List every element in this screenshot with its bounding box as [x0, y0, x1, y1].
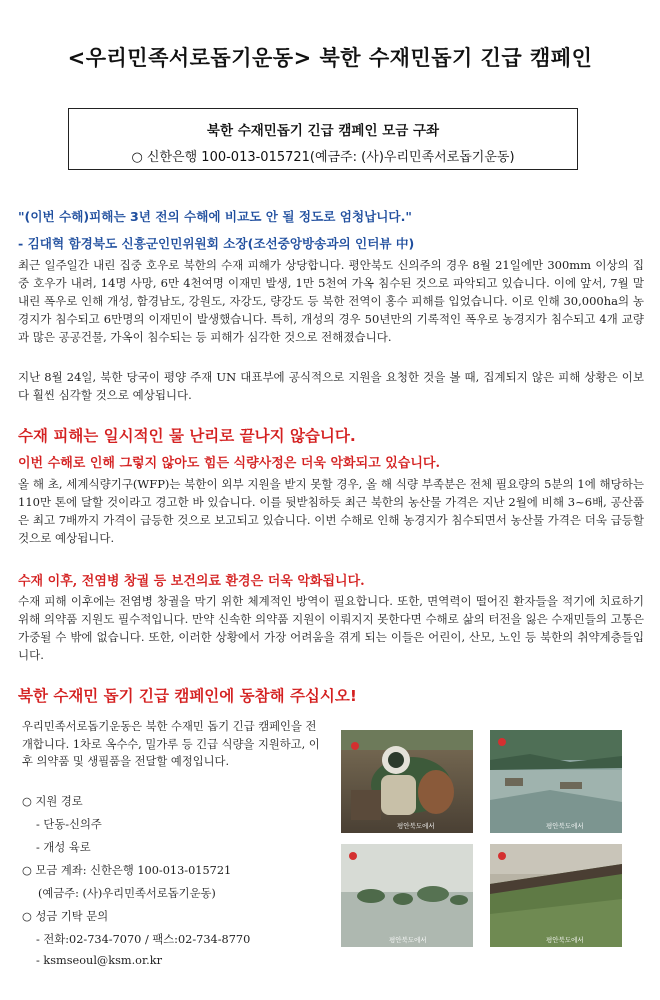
- account-box-line: ○ 신한은행 100-013-015721(예금주: (사)우리민족서로돕기운동): [131, 150, 515, 165]
- flood-photo-river-town: [490, 730, 622, 833]
- section-heading-join-campaign: 북한 수재민 돕기 긴급 캠페인에 동참해 주십시오!: [18, 687, 357, 705]
- list-email: - ksmseoul@ksm.or.kr: [36, 954, 162, 967]
- list-phone-fax: - 전화:02-734-7070 / 팩스:02-734-8770: [36, 933, 251, 946]
- campaign-intro: 우리민족서로돕기운동은 북한 수재민 돕기 긴급 캠페인을 전개합니다. 1차로 옥수수, 밀가루 등 긴급 식량을 지원하고, 이후 의약품 및 생필품을 전달할 예정입니다.: [22, 720, 320, 768]
- list-support-route: ○ 지원 경로: [22, 795, 83, 808]
- quote-line-1: "(이번 수해)피해는 3년 전의 수해에 비교도 안 될 정도로 엄청납니다.": [18, 209, 412, 224]
- photo-caption-2: 평안북도에서: [546, 822, 584, 830]
- flood-photo-fields: [341, 844, 473, 947]
- photo-caption-1: 평안북도에서: [397, 822, 435, 830]
- health-paragraph: 수재 피해 이후에는 전염병 창궐을 막기 위한 체계적인 방역이 필요합니다. 또한, 면역력이 떨어진 환자들을 적기에 치료하기 위해 의약품 지원도 필수적입니다. 만약 신속한 의약품 지원이 이뤄지지 못한다면 수해로 삶의 터전을 잃은 수재민들의 고통은 가중될 수 밖에 없습니다. 또한, 이러한 상황에서 가장 어려움을 겪게 되는 이들은 어린이, 산모, 노인 등 북한의 취약계층들입니다.: [18, 594, 644, 662]
- subheading-food-situation: 이번 수해로 인해 그렇지 않아도 힘든 식량사정은 더욱 악화되고 있습니다.: [18, 456, 440, 471]
- list-inquiry: ○ 성금 기탁 문의: [22, 910, 109, 923]
- account-box-title: 북한 수재민돕기 긴급 캠페인 모금 구좌: [206, 123, 440, 139]
- food-paragraph: 올 해 초, 세계식량기구(WFP)는 북한이 외부 지원을 받지 못할 경우, 올 해 식량 부족분은 전체 필요량의 5분의 1에 해당하는 110만 톤에 달할 것이라고 경고한 바 있습니다. 이를 뒷받침하듯 최근 북한의 농산물 가격은 지난 2월에 비해 3~6배, 공산품은 최고 7배까지 가격이 급등한 것으로 보고되고 있습니다. 이번 수해로 인해 농경지가 침수되면서 농산물 가격은 더욱 급등할 것으로 예상됩니다.: [18, 477, 644, 545]
- flood-photo-embankment: [490, 844, 622, 947]
- list-route-dandong: - 단동-신의주: [36, 818, 102, 831]
- photo-caption-3: 평안북도에서: [389, 936, 427, 944]
- section-heading-not-temporary: 수재 피해는 일시적인 물 난리로 끝나지 않습니다.: [18, 427, 356, 445]
- list-account: ○ 모금 계좌: 신한은행 100-013-015721: [22, 864, 232, 877]
- photo-caption-4: 평안북도에서: [546, 936, 584, 944]
- flood-photo-rescue: [341, 730, 473, 833]
- page-title: <우리민족서로돕기운동> 북한 수재민돕기 긴급 캠페인: [67, 46, 593, 70]
- quote-line-2: - 김대혁 함경북도 신흥군인민위원회 소장(조선중앙방송과의 인터뷰 中): [18, 236, 415, 251]
- list-route-kaesong: - 개성 육로: [36, 841, 91, 854]
- subheading-health: 수재 이후, 전염병 창궐 등 보건의료 환경은 더욱 악화됩니다.: [18, 574, 365, 589]
- donation-account-box: [68, 108, 578, 170]
- damage-paragraph-2: 지난 8월 24일, 북한 당국이 평양 주재 UN 대표부에 공식적으로 지원을 요청한 것을 볼 때, 집계되지 않은 피해 상황은 이보다 훨씬 심각할 것으로 예상됩니다.: [18, 370, 644, 402]
- damage-paragraph-1: 최근 일주일간 내린 집중 호우로 북한의 수재 피해가 상당합니다. 평안북도 신의주의 경우 8월 21일에만 300mm 이상의 집중 호우가 내려, 14명 사망, 6만 4천여명 이재민 발생, 1만 5천여 가옥 침수된 것으로 파악되고 있습니다. 이에 앞서, 7월 말 내린 폭우로 인해 개성, 함경남도, 강원도, 자강도, 량강도 등 북한 전역이 홍수 피해를 입었습니다. 이로 인해 30,000ha의 농경지가 침수되고 6만명의 이재민이 발생했습니다. 특히, 개성의 경우 50년만의 기록적인 폭우로 농경지가 침수되고 4개 교량과 많은 공공건물, 가옥이 침수되는 등 피해가 심각한 것으로 전해졌습니다.: [18, 258, 644, 344]
- list-account-holder: (예금주: (사)우리민족서로돕기운동): [38, 887, 216, 900]
